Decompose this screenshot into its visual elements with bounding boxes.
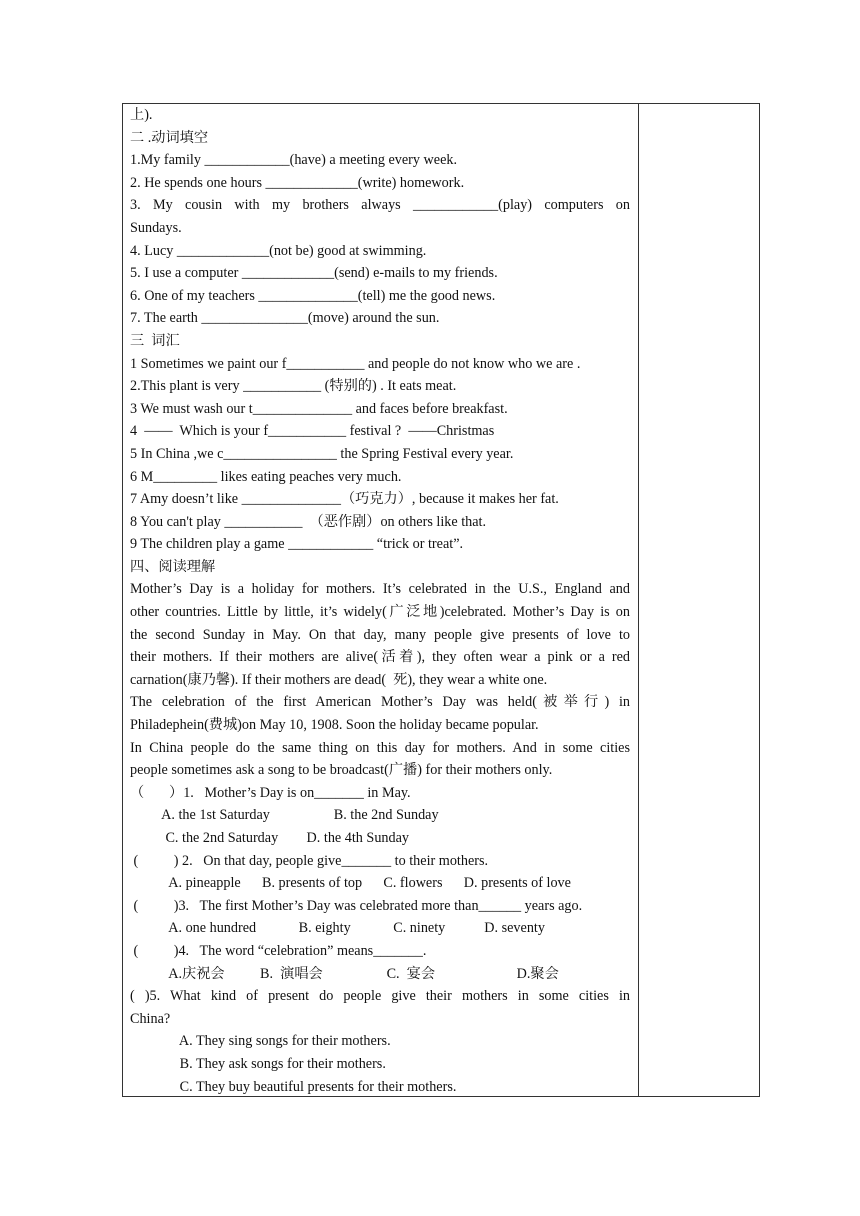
text-line: A.庆祝会 B. 演唱会 C. 宴会 D.聚会 bbox=[130, 965, 559, 982]
text-line: Sundays. bbox=[130, 219, 182, 236]
text-line: ( )3. The first Mother’s Day was celebrated more than______ years ago. bbox=[130, 897, 583, 914]
text-line: The celebration of the first American Mother’s Day was held(被举行) in bbox=[130, 694, 630, 711]
text-line: Philadephein(费城)on May 10, 1908. Soon the holiday became popular. bbox=[130, 717, 539, 734]
text-line: C. the 2nd Saturday D. the 4th Sunday bbox=[130, 830, 409, 846]
text-line: 三 词汇 bbox=[130, 332, 180, 349]
text-line: 3 We must wash our t______________ and faces before breakfast. bbox=[130, 400, 508, 417]
text-line: 6. One of my teachers ______________(tell) me the good news. bbox=[130, 287, 496, 304]
text-line: 3. My cousin with my brothers always ____________(play) computers on bbox=[130, 197, 630, 214]
worksheet-content bbox=[130, 104, 630, 1098]
text-line: 2.This plant is very ___________ (特别的) . It eats meat. bbox=[130, 378, 457, 395]
text-line: 4 —— Which is your f___________ festival ? ——Christmas bbox=[130, 423, 495, 440]
text-line: other countries. Little by little, it’s widely(广泛地)celebrated. Mother’s Day is on bbox=[130, 604, 630, 621]
text-line: A. the 1st Saturday B. the 2nd Sunday bbox=[130, 807, 439, 824]
text-line: 4. Lucy _____________(not be) good at swimming. bbox=[130, 242, 427, 259]
text-line: B. They ask songs for their mothers. bbox=[130, 1055, 386, 1072]
text-line: （ ）1. Mother’s Day is on_______ in May. bbox=[130, 784, 411, 801]
text-line: A. pineapple B. presents of top C. flowers D. presents of love bbox=[130, 875, 571, 892]
text-line: 1.My family ____________(have) a meeting every week. bbox=[130, 152, 458, 169]
worksheet-table bbox=[122, 103, 760, 1097]
text-line: 7. The earth _______________(move) around the sun. bbox=[130, 310, 440, 327]
text-line: 5. I use a computer _____________(send) e-mails to my friends. bbox=[130, 265, 498, 282]
text-line: A. one hundred B. eighty C. ninety D. seventy bbox=[130, 920, 545, 937]
text-line: 7 Amy doesn’t like ______________（巧克力）, because it makes her fat. bbox=[130, 491, 559, 508]
text-line: ( ) 2. On that day, people give_______ to their mothers. bbox=[130, 852, 489, 869]
text-line: In China people do the same thing on this day for mothers. And in some cities bbox=[130, 739, 630, 756]
text-line: 6 M_________ likes eating peaches very much. bbox=[130, 468, 402, 485]
text-line: China? bbox=[130, 1010, 171, 1027]
text-line: ( )4. The word “celebration” means_______. bbox=[130, 942, 427, 959]
text-line: the second Sunday in May. On that day, many people give presents of love to bbox=[130, 626, 630, 643]
text-line: A. They sing songs for their mothers. bbox=[130, 1033, 391, 1050]
column-divider bbox=[638, 104, 639, 1096]
text-line: C. They buy beautiful presents for their mothers. bbox=[130, 1078, 457, 1095]
text-line: 二 .动词填空 bbox=[130, 129, 209, 146]
text-line: 四、阅读理解 bbox=[130, 558, 216, 575]
text-line: their mothers. If their mothers are alive(活着), they often wear a pink or a red bbox=[130, 649, 630, 666]
text-line: 1 Sometimes we paint our f___________ and people do not know who we are . bbox=[130, 355, 581, 372]
text-line: 9 The children play a game ____________ “trick or treat”. bbox=[130, 536, 464, 553]
text-line: 上). bbox=[130, 107, 153, 123]
text-line: 2. He spends one hours _____________(write) homework. bbox=[130, 174, 465, 191]
text-line: Mother’s Day is a holiday for mothers. It’s celebrated in the U.S., England and bbox=[130, 581, 630, 598]
text-line: 8 You can't play ___________ （恶作剧）on others like that. bbox=[130, 513, 487, 530]
text-line: 5 In China ,we c________________ the Spring Festival every year. bbox=[130, 445, 514, 462]
text-line: ( )5. What kind of present do people give their mothers in some cities in bbox=[130, 988, 630, 1005]
text-line: carnation(康乃馨). If their mothers are dead( 死), they wear a white one. bbox=[130, 671, 548, 688]
text-line: people sometimes ask a song to be broadcast(广播) for their mothers only. bbox=[130, 762, 553, 779]
